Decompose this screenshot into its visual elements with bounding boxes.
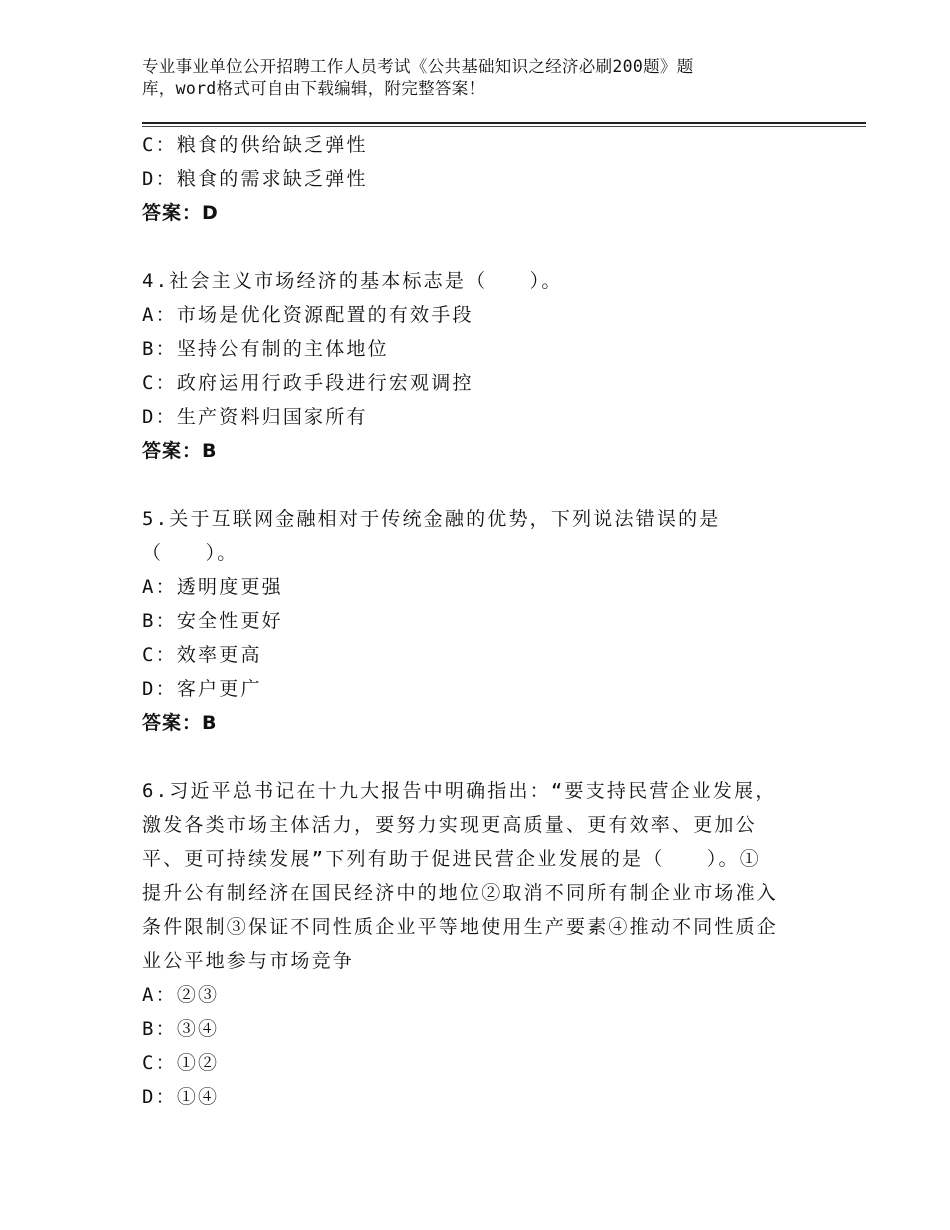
- spacer: [142, 468, 822, 502]
- q6-option-c: C：①②: [142, 1052, 220, 1074]
- q5-option-b: B：安全性更好: [142, 610, 283, 632]
- q3-option-d: D：粮食的需求缺乏弹性: [142, 168, 368, 190]
- q5-stem-line-1: 5.关于互联网金融相对于传统金融的优势，下列说法错误的是: [142, 508, 721, 530]
- question-6: [142, 774, 822, 1114]
- q6-stem-line-2: 激发各类市场主体活力，要努力实现更高质量、更有效率、更加公: [142, 814, 757, 836]
- question-5: [142, 502, 822, 740]
- q4-option-c: C：政府运用行政手段进行宏观调控: [142, 372, 474, 394]
- document-body: [142, 128, 822, 1114]
- q5-stem-line-2: （ ）。: [142, 542, 239, 564]
- q3-answer: 答案：D: [142, 202, 219, 224]
- spacer: [142, 230, 822, 264]
- q5-answer: 答案：B: [142, 712, 218, 734]
- q4-stem: 4.社会主义市场经济的基本标志是（ ）。: [142, 270, 563, 292]
- header-line-2: 库，word格式可自由下载编辑，附完整答案！: [142, 79, 486, 98]
- q5-option-c: C：效率更高: [142, 644, 262, 666]
- q6-option-a: A：②③: [142, 984, 220, 1006]
- q6-stem-line-4: 提升公有制经济在国民经济中的地位②取消不同所有制企业市场准入: [142, 882, 779, 904]
- header-rule-thick: [142, 122, 866, 124]
- question-3-tail: [142, 128, 822, 230]
- q4-option-b: B：坚持公有制的主体地位: [142, 338, 389, 360]
- q4-option-d: D：生产资料归国家所有: [142, 406, 368, 428]
- q6-option-b: B：③④: [142, 1018, 220, 1040]
- spacer: [142, 740, 822, 774]
- question-4: [142, 264, 822, 468]
- q6-stem-line-5: 条件限制③保证不同性质企业平等地使用生产要素④推动不同性质企: [142, 916, 779, 938]
- q3-option-c: C：粮食的供给缺乏弹性: [142, 134, 368, 156]
- q5-option-d: D：客户更广: [142, 678, 262, 700]
- q6-stem-line-6: 业公平地参与市场竞争: [142, 950, 355, 972]
- q6-stem-line-1: 6.习近平总书记在十九大报告中明确指出：“要支持民营企业发展，: [142, 780, 777, 802]
- header-rule-thin: [142, 126, 866, 127]
- q4-option-a: A：市场是优化资源配置的有效手段: [142, 304, 474, 326]
- q4-answer: 答案：B: [142, 440, 218, 462]
- q6-option-d: D：①④: [142, 1086, 220, 1108]
- document-header: [142, 56, 782, 100]
- header-line-1: 专业事业单位公开招聘工作人员考试《公共基础知识之经济必刷200题》题: [142, 57, 694, 76]
- q5-option-a: A：透明度更强: [142, 576, 283, 598]
- q6-stem-line-3: 平、更可持续发展”下列有助于促进民营企业发展的是（ ）。①: [142, 848, 761, 870]
